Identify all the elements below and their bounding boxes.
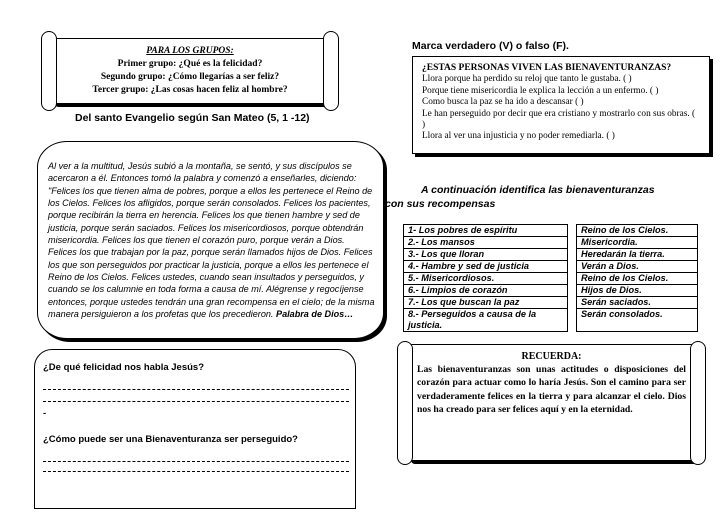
true-false-item[interactable]: Porque tiene misericordia le explica la lección a un enfermo. ( ) bbox=[422, 85, 659, 96]
groups-scroll bbox=[50, 38, 330, 104]
answer-line[interactable] bbox=[43, 401, 349, 402]
table-row bbox=[404, 273, 698, 285]
gospel-reading-ending: Palabra de Dios… bbox=[276, 309, 354, 320]
reward-cell[interactable]: Serán consolados. bbox=[577, 309, 698, 332]
question-1: ¿De qué felicidad nos habla Jesús? bbox=[43, 362, 205, 373]
table-row bbox=[404, 261, 698, 273]
recuerda-body: Las bienaventuranzas son unas actitudes o disposiciones del corazón para actuar como lo haría Jesús. Son el camino para ser verdaderamente felices en la tierra y para alcanzar el cielo. Dios nos ha creado para ser felices aquí y en la eternidad. bbox=[417, 364, 686, 416]
true-false-item[interactable]: Le han perseguido por decir que era cristiano y mostrarlo con sus obras. ( ) bbox=[422, 108, 696, 131]
reward-cell[interactable]: Reino de los Cielos. bbox=[577, 273, 698, 285]
table-row bbox=[404, 249, 698, 261]
reward-cell[interactable]: Heredarán la tierra. bbox=[577, 249, 698, 261]
table-row bbox=[404, 237, 698, 249]
scroll-curl-right bbox=[323, 31, 339, 111]
reward-cell[interactable]: Misericordia. bbox=[577, 237, 698, 249]
reward-cell[interactable]: Verán a Dios. bbox=[577, 261, 698, 273]
reward-cell[interactable]: Reino de los Cielos. bbox=[577, 225, 698, 237]
beatitude-cell[interactable]: 7.- Los que buscan la paz bbox=[404, 297, 568, 309]
beatitude-cell[interactable]: 5.- Misericordiosos. bbox=[404, 273, 568, 285]
question-2: ¿Cómo puede ser una Bienaventuranza ser perseguido? bbox=[43, 434, 298, 445]
questions-box bbox=[34, 349, 356, 509]
gospel-title: Del santo Evangelio según San Mateo (5, 1 -12) bbox=[75, 112, 310, 124]
gospel-reading-text: Al ver a la multitud, Jesús subió a la montaña, se sentó, y sus discípulos se acercaron a él. Entonces tomó la palabra y comenzó a enseñarles, diciendo: "Felices los que tienen alma de pobres, porque a ellos les pertenece el Reino de los Cielos. Felices los afligidos, porque serán consolados. Felices los pacientes, porque recibirán la tierra en herencia. Felices los que tienen hambre y sed de justicia, porque serán saciados. Felices los misericordiosos, porque obtendrán misericordia. Felices los que tienen el corazón puro, porque verán a Dios. Felices los que trabajan por la paz, porque serán llamados hijos de Dios. Felices los que son perseguidos por practicar la justicia, porque a ellos les pertenece el Reino de los Cielos. Felices ustedes, cuando sean insultados y perseguidos, y cuando se los calumnie en toda forma a causa de mí. Alégrense y regocíjense entonces, porque ustedes tendrán una gran recompensa en el cielo; de la misma manera persiguieron a los profetas que los precedieron. bbox=[48, 161, 375, 320]
scroll-curl-left bbox=[41, 31, 57, 111]
table-row bbox=[404, 225, 698, 237]
true-false-heading: ¿ESTAS PERSONAS VIVEN LAS BIENAVENTURANZAS? bbox=[422, 63, 672, 73]
beatitude-cell[interactable]: 4.- Hambre y sed de justicia bbox=[404, 261, 568, 273]
answer-line[interactable] bbox=[43, 461, 349, 462]
recuerda-title: RECUERDA: bbox=[521, 351, 582, 362]
group-line-3: Tercer grupo: ¿Las cosas hacen feliz al hombre? bbox=[92, 85, 288, 95]
beatitude-cell[interactable]: 1- Los pobres de espíritu bbox=[404, 225, 568, 237]
true-false-box bbox=[412, 56, 710, 154]
reward-cell[interactable]: Hijos de Dios. bbox=[577, 285, 698, 297]
true-false-item[interactable]: Como busca la paz se ha ido a descansar ( ) bbox=[422, 97, 584, 108]
identify-line-2: con sus recompensas bbox=[385, 198, 496, 210]
beatitude-cell[interactable]: 2.- Los mansos bbox=[404, 237, 568, 249]
group-line-1: Primer grupo: ¿Qué es la felicidad? bbox=[117, 59, 263, 69]
table-row bbox=[404, 297, 698, 309]
true-false-item[interactable]: Llora al ver una injusticia y no poder remediarla. ( ) bbox=[422, 131, 615, 142]
beatitude-cell[interactable]: 3.- Los que lloran bbox=[404, 249, 568, 261]
groups-text bbox=[59, 45, 321, 97]
recuerda-scroll bbox=[408, 344, 695, 461]
gospel-reading-box bbox=[37, 141, 384, 339]
answer-line[interactable] bbox=[43, 389, 349, 390]
beatitude-cell[interactable]: 8.- Perseguidos a causa de la justicia. bbox=[404, 309, 568, 332]
identify-instruction bbox=[385, 183, 715, 211]
gospel-reading bbox=[48, 160, 375, 320]
group-line-2: Segundo grupo: ¿Cómo llegarías a ser feliz? bbox=[100, 72, 280, 82]
true-false-item[interactable]: Llora porque ha perdido su reloj que tanto le gustaba. ( ) bbox=[422, 74, 632, 85]
table-row bbox=[404, 309, 698, 332]
beatitude-cell[interactable]: 6.- Limpios de corazón bbox=[404, 285, 568, 297]
beatitudes-table bbox=[403, 224, 698, 332]
reward-cell[interactable]: Serán saciados. bbox=[577, 297, 698, 309]
groups-title: PARA LOS GRUPOS: bbox=[146, 46, 234, 56]
true-false-title: Marca verdadero (V) o falso (F). bbox=[412, 40, 569, 52]
answer-line[interactable] bbox=[43, 471, 349, 472]
identify-line-1: A continuación identifica las bienaventuranzas bbox=[421, 184, 655, 196]
table-row bbox=[404, 285, 698, 297]
answer-dash: - bbox=[43, 408, 47, 419]
